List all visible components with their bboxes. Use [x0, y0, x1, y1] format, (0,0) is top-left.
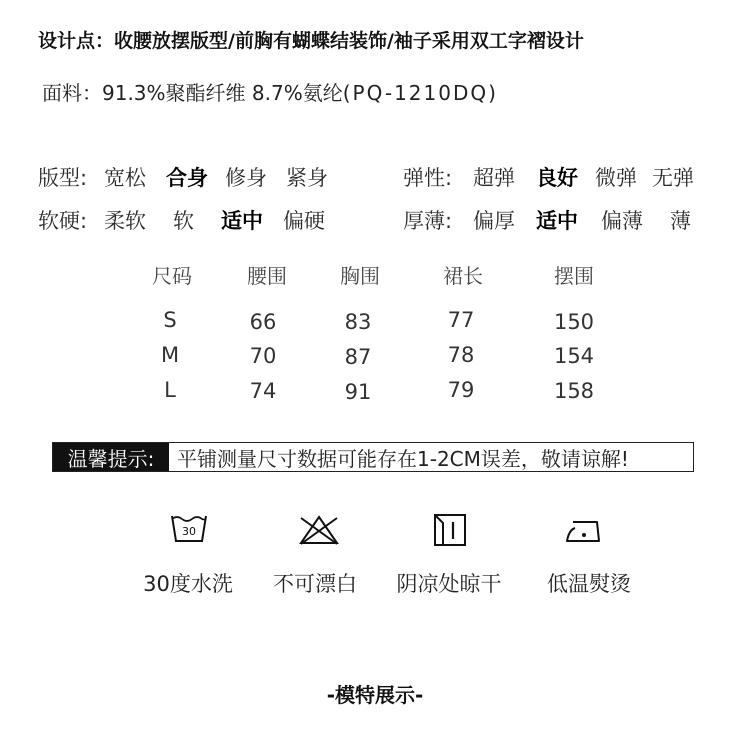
softness-option-stiff: 偏硬 [283, 209, 325, 233]
shade-dry-icon [432, 512, 468, 548]
size-cell: L [164, 378, 176, 402]
thickness-option-medium: 适中 [536, 209, 578, 233]
thickness-option-thin: 薄 [670, 209, 691, 233]
elasticity-option-super: 超弹 [473, 166, 515, 190]
size-cell: 87 [344, 345, 372, 369]
fabric-composition: 91.3%聚酯纤维 8.7%氨纶 [102, 81, 343, 105]
tip-box [52, 442, 694, 472]
size-cell: 158 [553, 379, 595, 403]
size-header-waist: 腰围 [247, 264, 287, 288]
size-cell: S [163, 308, 177, 332]
size-header-length: 裙长 [443, 264, 483, 288]
fit-attribute-row [38, 162, 368, 192]
care-label-low-iron: 低温熨烫 [547, 572, 631, 596]
size-cell: 78 [447, 343, 475, 367]
size-header-size: 尺码 [152, 264, 192, 288]
size-cell: 79 [447, 378, 475, 402]
elasticity-option-slight: 微弹 [595, 166, 637, 190]
fit-option-regular: 合身 [166, 166, 208, 190]
size-cell: 77 [447, 308, 475, 332]
care-label-wash: 30度水洗 [143, 572, 233, 596]
wash-temperature-text: 30 [182, 525, 196, 538]
wash-30-icon [168, 510, 210, 548]
size-cell: 74 [249, 379, 277, 403]
no-bleach-icon [297, 512, 341, 548]
thickness-label: 厚薄: [403, 209, 453, 233]
size-header-hem: 摆围 [554, 264, 594, 288]
elasticity-option-none: 无弹 [652, 166, 694, 190]
softness-option-soft: 软 [173, 209, 194, 233]
size-cell: 83 [344, 310, 372, 334]
size-cell: M [160, 343, 180, 367]
fit-option-loose: 宽松 [104, 166, 146, 190]
low-iron-icon [563, 514, 607, 548]
tip-label: 温馨提示: [53, 443, 169, 471]
size-cell: 66 [249, 310, 277, 334]
softness-option-medium: 适中 [221, 209, 263, 233]
model-showcase-heading: -模特展示- [326, 683, 424, 707]
softness-attribute-row [38, 205, 368, 235]
elasticity-option-good: 良好 [536, 166, 578, 190]
softness-label: 软硬: [38, 209, 88, 233]
fit-option-tight: 紧身 [286, 166, 328, 190]
softness-option-very-soft: 柔软 [104, 209, 146, 233]
elasticity-attribute-row [403, 162, 703, 192]
size-cell: 70 [249, 344, 277, 368]
thickness-option-thinnish: 偏薄 [601, 209, 643, 233]
fabric-label: 面料： [42, 81, 102, 105]
care-label-no-bleach: 不可漂白 [273, 572, 357, 596]
size-cell: 91 [344, 380, 372, 404]
size-cell: 154 [553, 344, 595, 368]
elasticity-label: 弹性: [403, 166, 453, 190]
care-label-shade-dry: 阴凉处晾干 [396, 572, 502, 596]
fabric-code: (PQ-1210DQ) [342, 81, 498, 105]
thickness-attribute-row [403, 205, 703, 235]
fabric-info [42, 77, 498, 106]
tip-text: 平铺测量尺寸数据可能存在1-2CM误差，敬请谅解! [177, 446, 629, 471]
design-points: 设计点：收腰放摆版型/前胸有蝴蝶结装饰/袖子采用双工字褶设计 [38, 30, 584, 52]
size-header-bust: 胸围 [340, 264, 380, 288]
thickness-option-thick: 偏厚 [473, 209, 515, 233]
fit-label: 版型: [38, 166, 88, 190]
fit-option-slim: 修身 [225, 166, 267, 190]
size-cell: 150 [553, 310, 595, 334]
